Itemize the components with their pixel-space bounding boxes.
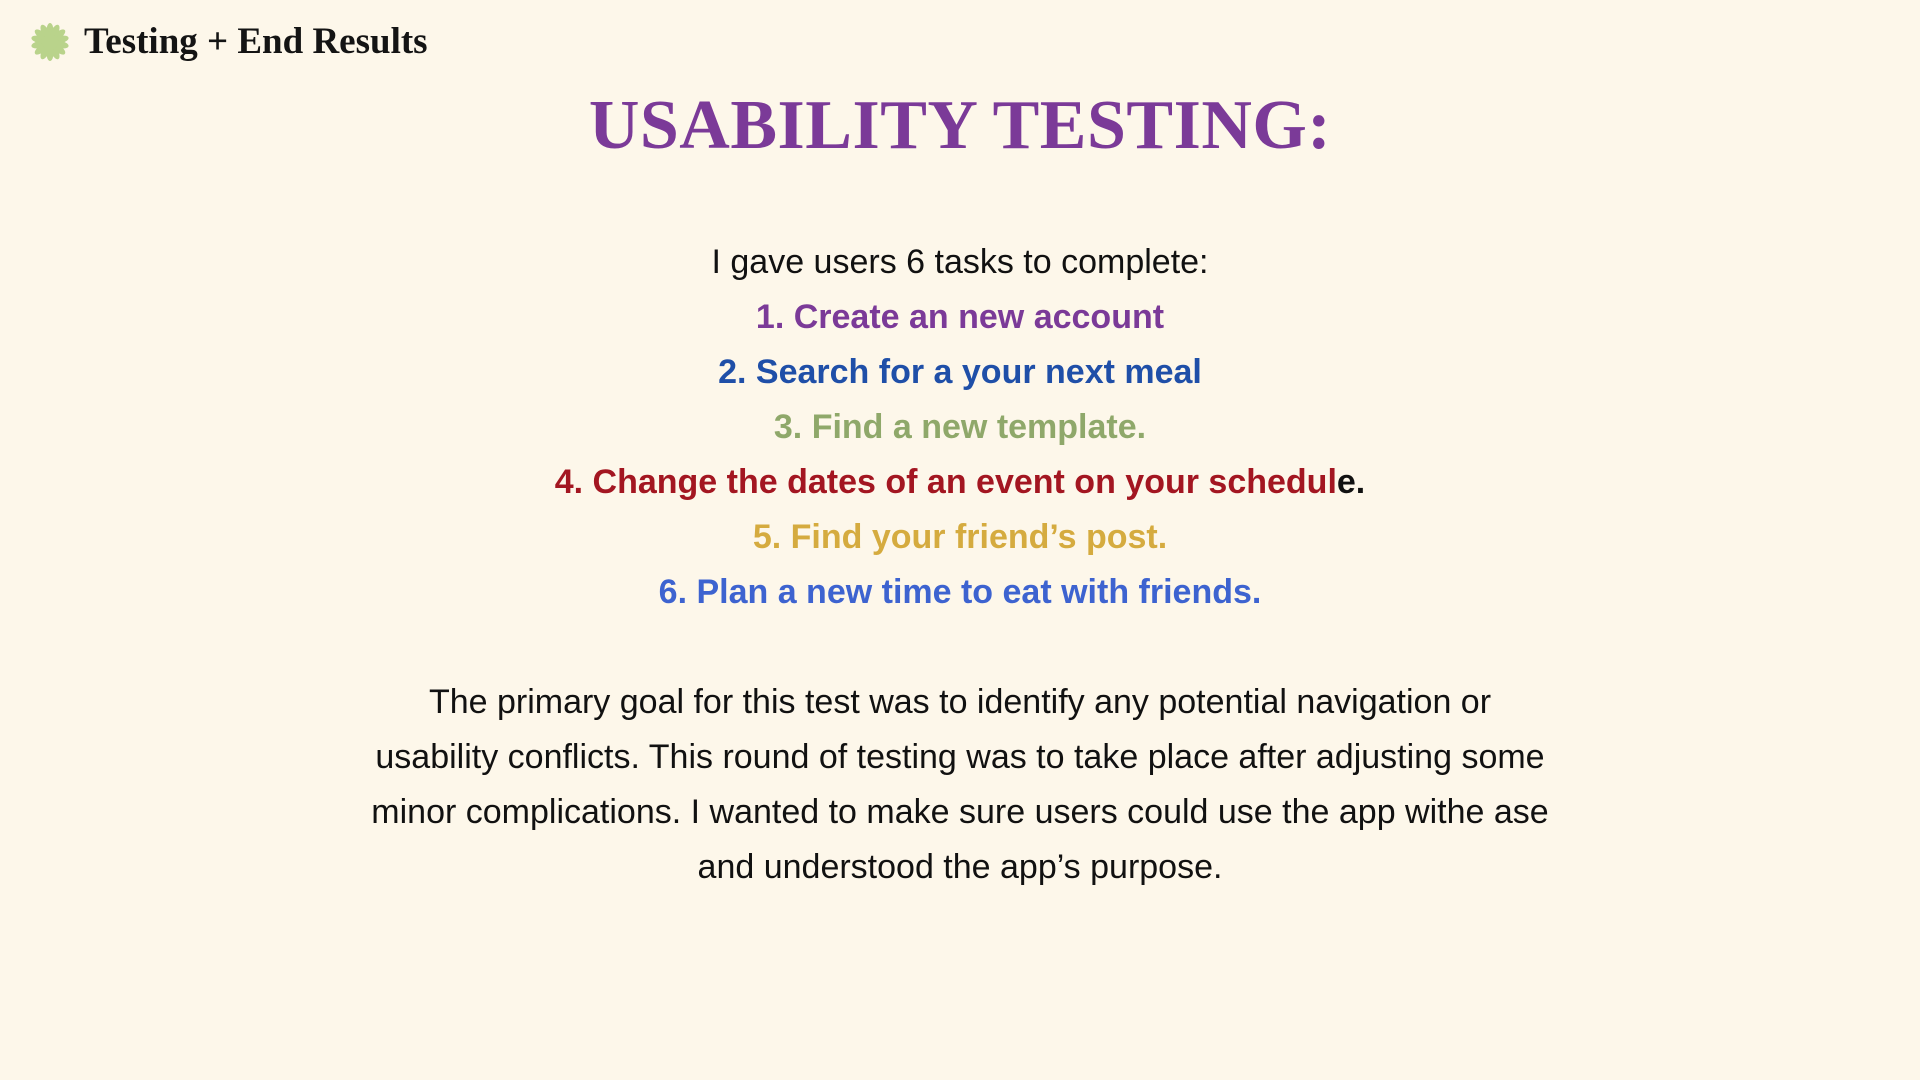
task-text: 1. Create an new account: [755, 298, 1165, 336]
task-item-1: [0, 290, 1920, 345]
task-item-2: [0, 345, 1920, 400]
tasks-intro: I gave users 6 tasks to complete:: [711, 243, 1209, 281]
task-text: 6. Plan a new time to eat with friends.: [658, 573, 1262, 611]
header: [30, 20, 428, 63]
paragraph-line: usability conflicts. This round of testing was to take place after adjusting some: [375, 738, 1545, 776]
task-item-5: [0, 510, 1920, 565]
page-title: USABILITY TESTING:: [588, 87, 1332, 164]
task-text: 5. Find your friend’s post.: [752, 518, 1168, 556]
task-item-3: [0, 400, 1920, 455]
task-text: 3. Find a new template.: [773, 408, 1147, 446]
task-text: 2. Search for a your next meal: [718, 353, 1202, 391]
flower-icon: [30, 22, 70, 62]
header-title: Testing + End Results: [84, 21, 428, 62]
task-text-tail: e.: [1336, 463, 1366, 501]
paragraph-line: minor complications. I wanted to make sure users could use the app withe ase: [371, 793, 1549, 831]
paragraph-line: and understood the app’s purpose.: [697, 848, 1223, 886]
paragraph-line: The primary goal for this test was to identify any potential navigation or: [428, 683, 1492, 721]
task-text: 4. Change the dates of an event on your schedul: [554, 463, 1337, 501]
task-item-6: [0, 565, 1920, 620]
content: [0, 235, 1920, 895]
task-item-4: [0, 455, 1920, 510]
goal-paragraph: [0, 675, 1920, 895]
spacer: [0, 620, 1920, 675]
